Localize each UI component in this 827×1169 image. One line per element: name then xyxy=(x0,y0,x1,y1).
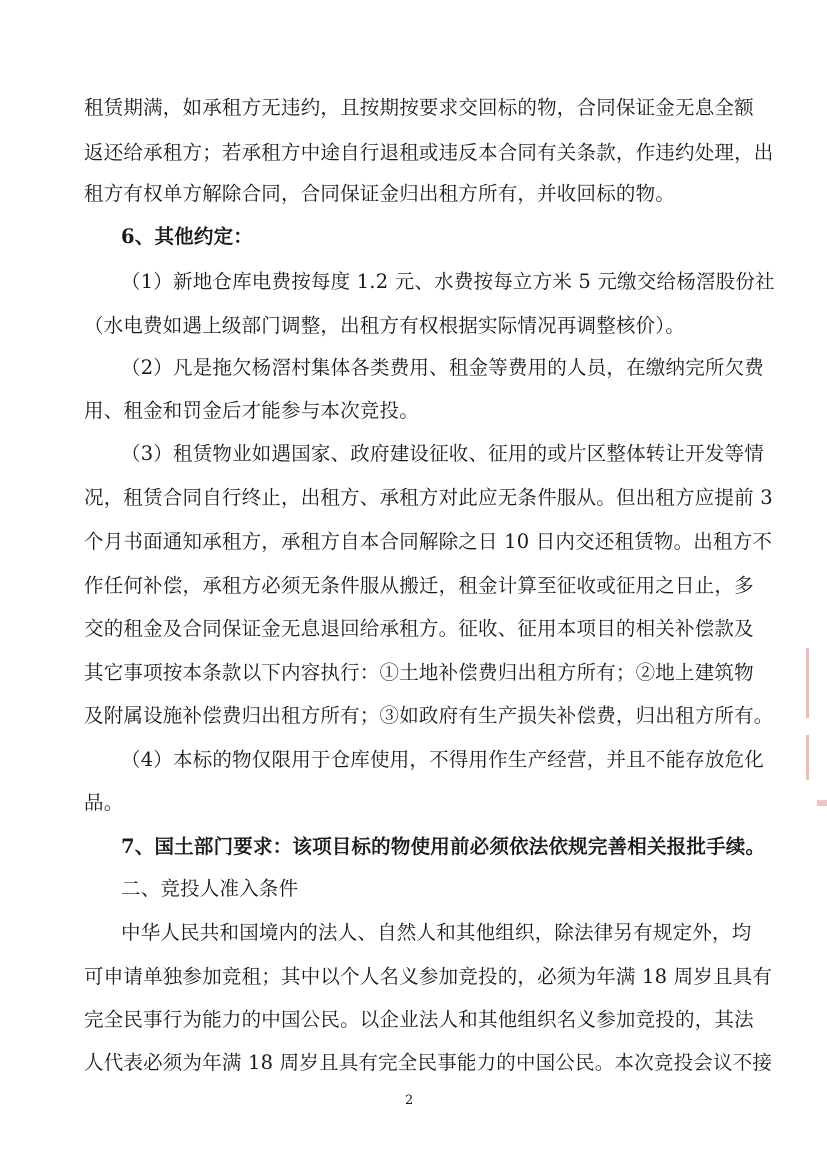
paragraph-line: 中华人民共和国境内的法人、自然人和其他组织，除法律另有规定外，均 xyxy=(121,921,752,944)
paragraph-line: 人代表必须为年满 18 周岁且具有完全民事能力的中国公民。本次竞投会议不接 xyxy=(84,1051,773,1074)
paragraph-line: （2）凡是拖欠杨滘村集体各类费用、租金等费用的人员，在缴纳完所欠费 xyxy=(121,356,765,379)
paragraph-line: 品。 xyxy=(84,791,124,814)
paragraph-line: （水电费如遇上级部门调整，出租方有权根据实际情况再调整核价）。 xyxy=(84,314,685,337)
paragraph-line: 作任何补偿，承租方必须无条件服从搬迁，租金计算至征收或征用之日止，多 xyxy=(84,574,754,597)
paragraph-line: 完全民事行为能力的中国公民。以企业法人和其他组织名义参加竞投的，其法 xyxy=(84,1008,754,1031)
paragraph-line: 返还给承租方；若承租方中途自行退租或违反本合同有关条款，作违约处理，出 xyxy=(84,141,774,164)
section-heading-7: 7、国土部门要求：该项目标的物使用前必须依法依规完善相关报批手续。 xyxy=(121,835,766,858)
paragraph-line: 租赁期满，如承租方无违约，且按期按要求交回标的物，合同保证金无息全额 xyxy=(84,96,754,119)
paragraph-line: （1）新地仓库电费按每度 1.2 元、水费按每立方米 5 元缴交给杨滘股份社 xyxy=(121,270,775,293)
section-heading-2: 二、竞投人准入条件 xyxy=(121,877,299,900)
seal-fragment xyxy=(806,648,827,718)
paragraph-line: （4）本标的物仅限用于仓库使用，不得用作生产经营，并且不能存放危化 xyxy=(121,748,765,771)
paragraph-line: 个月书面通知承租方，承租方自本合同解除之日 10 日内交还租赁物。出租方不 xyxy=(84,530,773,553)
paragraph-line: 况，租赁合同自行终止，出租方、承租方对此应无条件服从。但出租方应提前 3 xyxy=(84,486,773,509)
page-number: 2 xyxy=(405,1093,414,1108)
paragraph-line: 可申请单独参加竞租；其中以个人名义参加竞投的，必须为年满 18 周岁且具有 xyxy=(84,965,773,988)
paragraph-line: 其它事项按本条款以下内容执行：①土地补偿费归出租方所有；②地上建筑物 xyxy=(84,661,754,684)
paragraph-line: （3）租赁物业如遇国家、政府建设征收、征用的或片区整体转让开发等情 xyxy=(121,442,765,465)
section-heading-6: 6、其他约定： xyxy=(121,225,253,248)
paragraph-line: 用、租金和罚金后才能参与本次竞投。 xyxy=(84,399,419,422)
seal-fragment xyxy=(817,800,827,806)
paragraph-line: 及附属设施补偿费归出租方所有；③如政府有生产损失补偿费，归出租方所有。 xyxy=(84,704,774,727)
paragraph-line: 交的租金及合同保证金无息退回给承租方。征收、征用本项目的相关补偿款及 xyxy=(84,617,754,640)
paragraph-line: 租方有权单方解除合同，合同保证金归出租方所有，并收回标的物。 xyxy=(84,182,676,205)
seal-fragment xyxy=(806,735,827,780)
